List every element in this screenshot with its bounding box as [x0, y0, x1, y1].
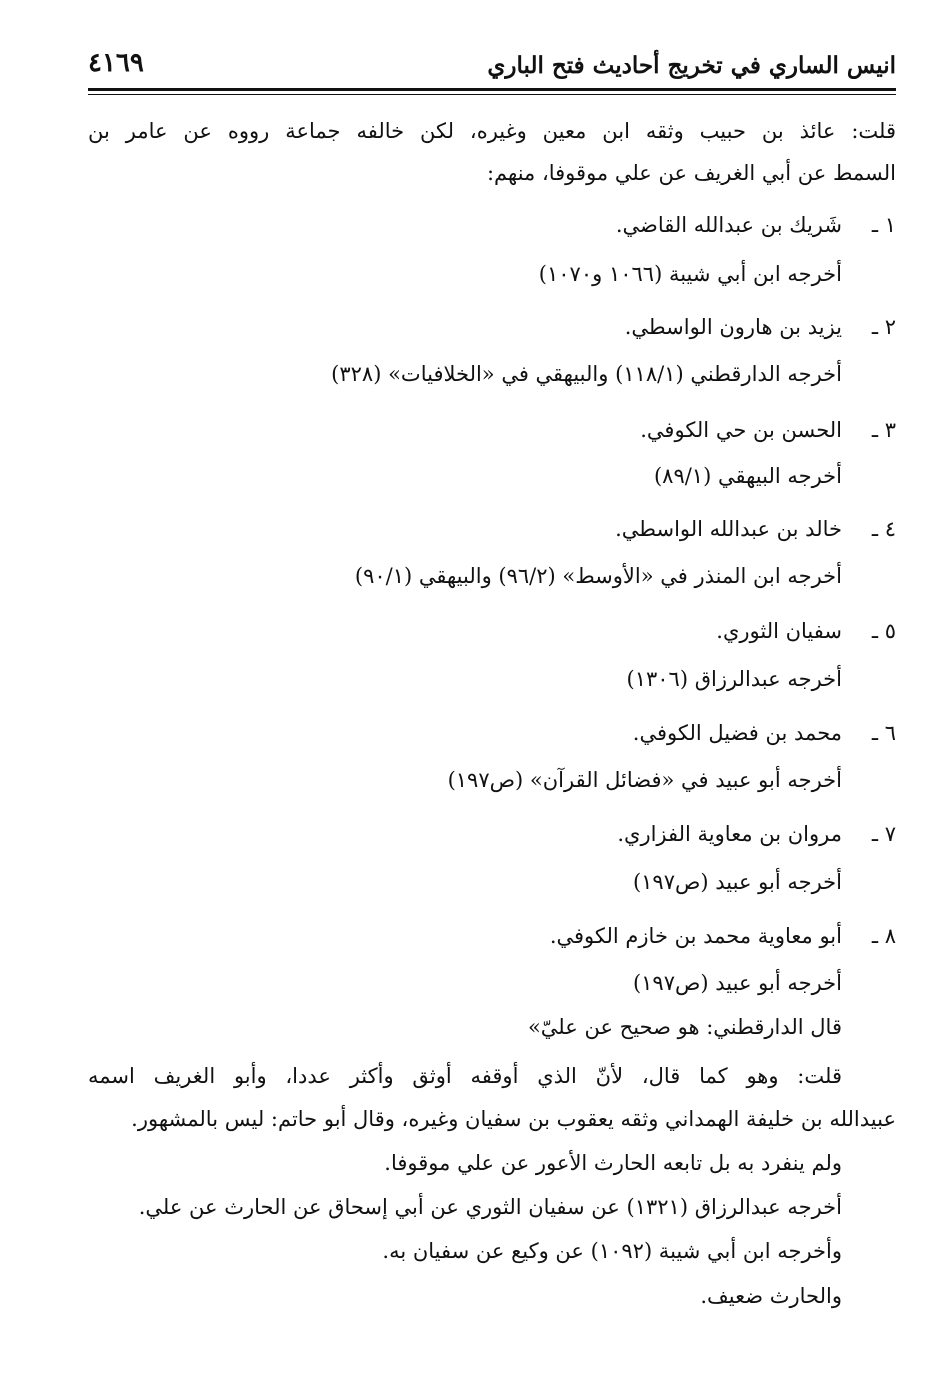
entry-number: ١ ـ	[871, 213, 896, 237]
daraqutni-quote: قال الدارقطني: هو صحيح عن عليّ»	[527, 1015, 842, 1039]
entry-number: ٣ ـ	[871, 418, 896, 442]
entry-number: ٨ ـ	[871, 924, 896, 948]
entry-name: شَريك بن عبدالله القاضي.	[615, 213, 842, 237]
closing-line-3: ولم ينفرد به بل تابعه الحارث الأعور عن علي موقوفا.	[384, 1151, 842, 1175]
intro-line-1: قلت: عائذ بن حبيب وثقه ابن معين وغيره، لكن خالفه جماعة رووه عن عامر بن	[88, 119, 896, 143]
running-title: انيس الساري في تخريج أحاديث فتح الباري	[487, 52, 896, 79]
intro-line-2: السمط عن أبي الغريف عن علي موقوفا، منهم:	[486, 161, 896, 185]
entry-name: سفيان الثوري.	[716, 619, 842, 643]
entry-name: الحسن بن حي الكوفي.	[640, 418, 842, 442]
page-number: ٤١٦٩	[88, 48, 144, 78]
closing-line-1: قلت: وهو كما قال، لأنّ الذي أوقفه أوثق وأكثر عددا، وأبو الغريف اسمه	[88, 1064, 842, 1088]
entry-number: ٧ ـ	[871, 822, 896, 846]
entry-source: أخرجه البيهقي (٨٩/١)	[653, 464, 842, 488]
entry-name: أبو معاوية محمد بن خازم الكوفي.	[549, 924, 842, 948]
entry-source: أخرجه أبو عبيد في «فضائل القرآن» (ص١٩٧)	[447, 768, 842, 792]
closing-line-2: عبيدالله بن خليفة الهمداني وثقه يعقوب بن سفيان وغيره، وقال أبو حاتم: ليس بالمشهور.	[131, 1107, 896, 1131]
closing-line-6: والحارث ضعيف.	[700, 1284, 842, 1308]
entry-number: ٥ ـ	[871, 619, 896, 643]
header-rule-thin	[88, 94, 896, 95]
entry-number: ٤ ـ	[871, 517, 896, 541]
entry-source: أخرجه أبو عبيد (ص١٩٧)	[632, 870, 842, 894]
entry-source: أخرجه ابن المنذر في «الأوسط» (٩٦/٢) والبيهقي (٩٠/١)	[354, 564, 842, 588]
entry-source: أخرجه أبو عبيد (ص١٩٧)	[632, 971, 842, 995]
header-rule-thick	[88, 88, 896, 91]
entry-number: ٦ ـ	[871, 721, 896, 745]
entry-name: مروان بن معاوية الفزاري.	[617, 822, 842, 846]
entry-name: يزيد بن هارون الواسطي.	[624, 315, 842, 339]
entry-number: ٢ ـ	[871, 315, 896, 339]
closing-line-5: وأخرجه ابن أبي شيبة (١٠٩٢) عن وكيع عن سفيان به.	[382, 1239, 842, 1263]
entry-source: أخرجه ابن أبي شيبة (١٠٦٦ و١٠٧٠)	[538, 262, 842, 286]
entry-source: أخرجه عبدالرزاق (١٣٠٦)	[626, 667, 842, 691]
entry-source: أخرجه الدارقطني (١١٨/١) والبيهقي في «الخلافيات» (٣٢٨)	[331, 362, 842, 386]
entry-name: محمد بن فضيل الكوفي.	[632, 721, 842, 745]
page-header	[88, 44, 896, 88]
closing-line-4: أخرجه عبدالرزاق (١٣٢١) عن سفيان الثوري عن أبي إسحاق عن الحارث عن علي.	[138, 1195, 842, 1219]
entry-name: خالد بن عبدالله الواسطي.	[615, 517, 842, 541]
